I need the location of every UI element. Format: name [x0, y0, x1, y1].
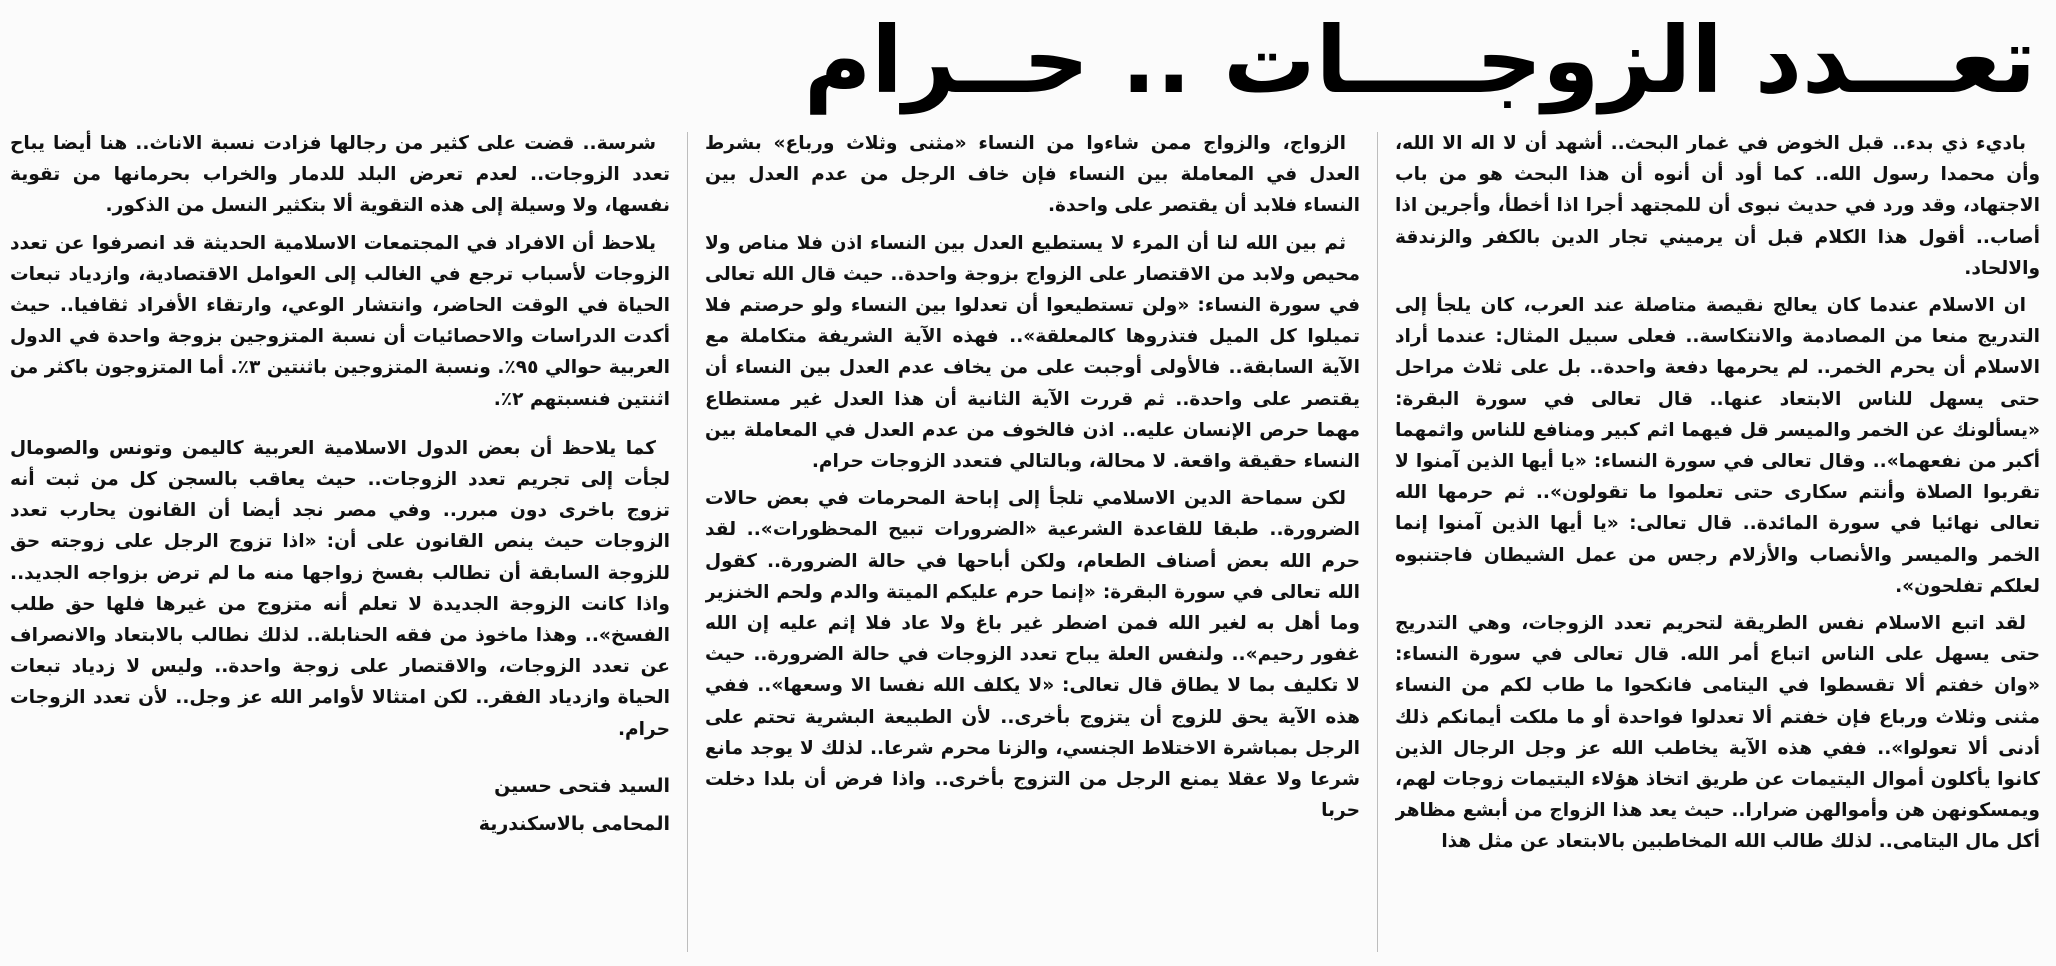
- paragraph: كما يلاحظ أن بعض الدول الاسلامية العربية كاليمن وتونس والصومال لجأت إلى تجريم تعدد الزوجات.. حيث يعاقب بالسجن كل من ثبت أنه تزوج باخرى دون مبرر.. وفي مصر نجد أيضا أن القانون يحارب تعدد الزوجات حيث ينص القانون على أن: «اذا تزوج الرجل على زوجته حق للزوجة السابقة أن تطالب بفسخ زواجها منه ما لم ترض بزواجه الجديد.. واذا كانت الزوجة الجديدة لا تعلم أنه متزوج من غيرها فلها حق طلب الفسخ».. وهذا ماخوذ من فقه الحنابلة.. لذلك نطالب بالابتعاد والانصراف عن تعدد الزوجات، والاقتصار على زوجة واحدة.. وليس لا زدياد تبعات الحياة وازدياد الفقر.. لكن امتثالا لأوامر الله عز وجل.. لأن تعدد الزوجات حرام.: [10, 437, 670, 740]
- paragraph: لقد اتبع الاسلام نفس الطريقة لتحريم تعدد الزوجات، وهي التدريج حتى يسهل على الناس اتباع أمر الله. قال تعالى في سورة النساء: «وان خفتم ألا تقسطوا في اليتامى فانكحوا ما طاب لكم من النساء مثنى وثلاث ورباع فإن خفتم ألا تعدلوا فواحدة أو ما ملكت أيمانكم ذلك أدنى ألا تعولوا».. ففي هذه الآية يخاطب الله عز وجل الرجال الذين كانوا يأكلون أموال اليتيمات عن طريق اتخاذ هؤلاء اليتيمات زوجات لهم، ويمسكونهن هن وأموالهن ضرارا.. حيث يعد هذا الزواج من أبشع مظاهر أكل مال اليتامى.. لذلك طالب الله المخاطبين بالابتعاد عن مثل هذا: [1395, 613, 2040, 853]
- article-column-2: [705, 128, 1360, 958]
- paragraph: شرسة.. قضت على كثير من رجالها فزادت نسبة الاناث.. هنا أيضا يباح تعدد الزوجات.. لعدم تعرض البلد للدمار والخراب بحرمانها من تقوية نفسها، ولا وسيلة إلى هذه التقوية ألا بتكثير النسل من الذكور.: [10, 133, 670, 217]
- paragraph: لكن سماحة الدين الاسلامي تلجأ إلى إباحة المحرمات في بعض حالات الضرورة.. طبقا للقاعدة الشرعية «الضرورات تبيح المحظورات».. لقد حرم الله بعض أصناف الطعام، ولكن أباحها في حالة الضرورة.. كقول الله تعالى في سورة البقرة: «إنما حرم عليكم الميتة والدم ولحم الخنزير وما أهل به لغير الله فمن اضطر غير باغ ولا عاد فلا إثم عليه إن الله غفور رحيم».. ولنفس العلة يباح تعدد الزوجات في حالة الضرورة.. حيث لا تكليف بما لا يطاق قال تعالى: «لا يكلف الله نفسا الا وسعها».. ففي هذه الآية يحق للزوج أن يتزوج بأخرى.. لأن الطبيعة البشرية تحتم على الرجل بمباشرة الاختلاط الجنسي، والزنا محرم شرعا.. لذلك لا يوجد مانع شرعا ولا عقلا يمنع الرجل من التزوج بأخرى.. واذا فرض أن بلدا دخلت حربا: [705, 488, 1360, 822]
- author-signature: [10, 767, 670, 843]
- article-column-1: [1395, 128, 2040, 958]
- paragraph: الزواج، والزواج ممن شاءوا من النساء «مثنى وثلاث ورباع» بشرط العدل في المعاملة بين النساء فإن خاف الرجل من عدم العدل بين النساء فلابد أن يقتصر على واحدة.: [705, 133, 1360, 217]
- paragraph: باديء ذي بدء.. قبل الخوض في غمار البحث.. أشهد أن لا اله الا الله، وأن محمدا رسول الله.. كما أود أن أنوه أن هذا البحث هو من باب الاجتهاد، وقد ورد في حديث نبوى أن للمجتهد أجرا اذا أخطأ، وأجرين اذا أصاب.. أقول هذا الكلام قبل أن يرميني تجار الدين بالكفر والزندقة والالحاد.: [1395, 133, 2040, 279]
- column-divider: [1377, 132, 1378, 952]
- author-name: السيد فتحى حسين: [494, 774, 670, 797]
- author-title: المحامى بالاسكندرية: [478, 812, 670, 835]
- paragraph: ان الاسلام عندما كان يعالج نقيصة متاصلة عند العرب، كان يلجأ إلى التدريج منعا من المصادمة والانتكاسة.. فعلى سبيل المثال: عندما أراد الاسلام أن يحرم الخمر.. لم يحرمها دفعة واحدة.. بل على ثلاث مراحل حتى يسهل للناس الابتعاد عنها.. قال تعالى في سورة البقرة: «يسألونك عن الخمر والميسر قل فيهما اثم كبير ومنافع للناس واثمهما أكبر من نفعهما».. وقال تعالى في سورة النساء: «يا أيها الذين آمنوا لا تقربوا الصلاة وأنتم سكارى حتى تعلموا ما تقولون».. ثم حرمها الله تعالى نهائيا في سورة المائدة.. قال تعالى: «يا أيها الذين آمنوا إنما الخمر والميسر والأنصاب والأزلام رجس من عمل الشيطان فاجتنبوه لعلكم تفلحون».: [1395, 295, 2040, 597]
- paragraph: يلاحظ أن الافراد في المجتمعات الاسلامية الحديثة قد انصرفوا عن تعدد الزوجات لأسباب ترجع في الغالب إلى العوامل الاقتصادية، وازدياد تبعات الحياة في الوقت الحاضر، وانتشار الوعي، وارتقاء الأفراد ثقافيا.. حيث أكدت الدراسات والاحصائيات أن نسبة المتزوجين بزوجة واحدة في الدول العربية حوالي ٩٥٪. ونسبة المتزوجين باثنتين ٣٪. أما المتزوجون باكثر من اثنتين فنسبتهم ٢٪.: [10, 232, 670, 410]
- paragraph: ثم بين الله لنا أن المرء لا يستطيع العدل بين النساء اذن فلا مناص ولا محيص ولابد من الاقتصار على الزواج بزوجة واحدة.. حيث قال الله تعالى في سورة النساء: «ولن تستطيعوا أن تعدلوا بين النساء ولو حرصتم فلا تميلوا كل الميل فتذروها كالمعلقة».. فهذه الآية الشريفة متكاملة مع الآية السابقة.. فالأولى أوجبت على من يخاف عدم العدل بين النساء أن يقتصر على واحدة.. ثم قررت الآية الثانية أن هذا العدل غير مستطاع مهما حرص الإنسان عليه.. اذن فالخوف من عدم العدل في المعاملة بين النساء حقيقة واقعة. لا محالة، وبالتالي فتعدد الزوجات حرام.: [705, 232, 1360, 473]
- column-divider: [687, 132, 688, 952]
- article-column-3: [10, 128, 670, 958]
- headline: تعـــدد الزوجــــات .. حــرام: [803, 7, 2036, 114]
